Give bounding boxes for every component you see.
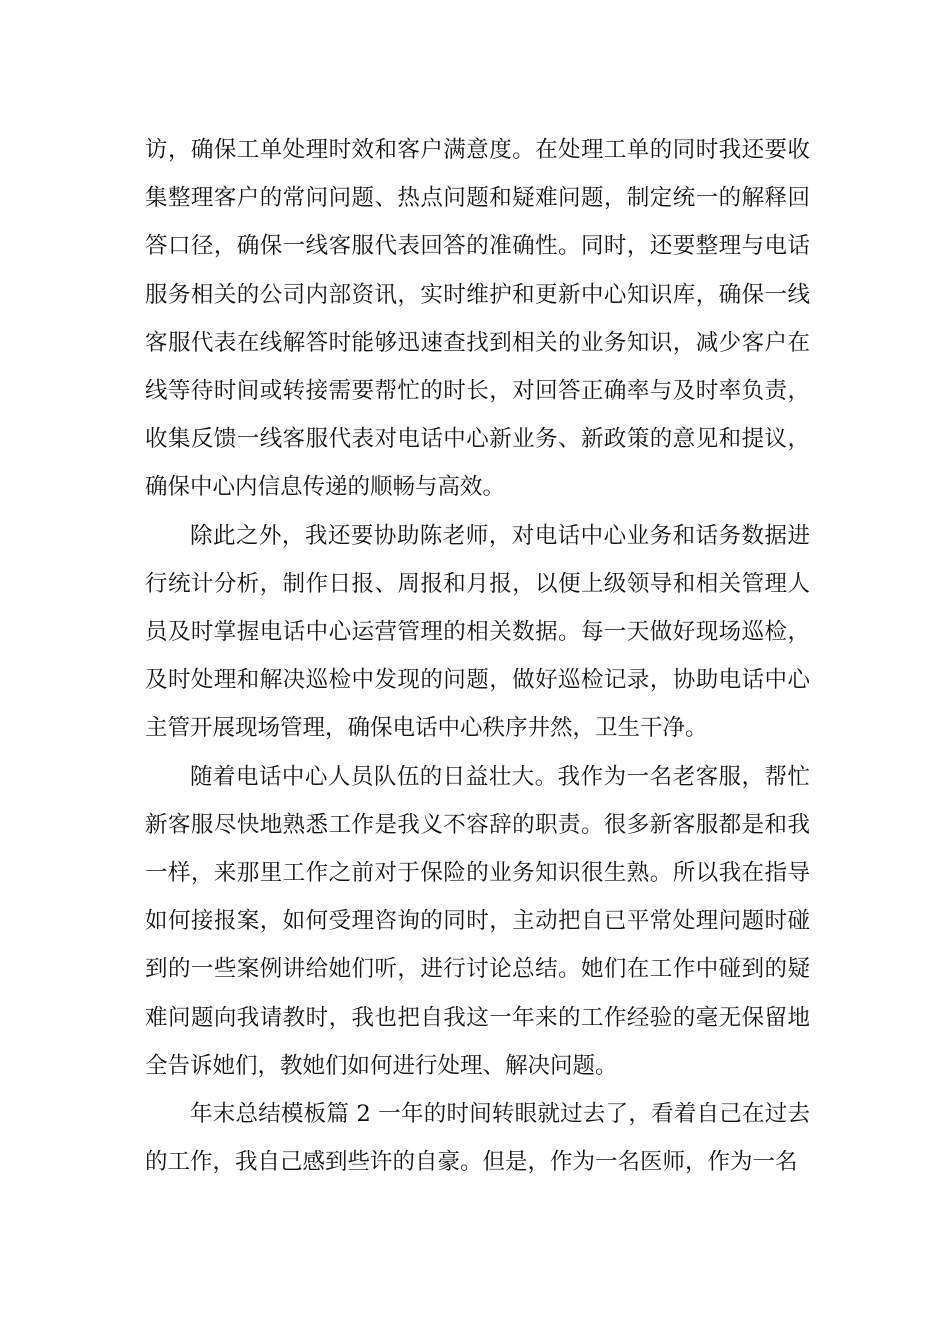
paragraph-statistics: 除此之外，我还要协助陈老师，对电话中心业务和话务数据进行统计分析，制作日报、周报和月报，以便上级领导和相关管理人员及时掌握电话中心运营管理的相关数据。每一天做好现场巡检，及时处理和解决巡检中发现的问题，做好巡检记录，协助电话中心主管开展现场管理，确保电话中心秩序井然，卫生干净。 (145, 522, 810, 742)
paragraph-template-2: 年末总结模板篇 2 一年的时间转眼就过去了，看着自己在过去的工作，我自己感到些许的自豪。但是，作为一名医师，作为一名 (145, 1101, 810, 1176)
document-body (145, 126, 810, 1186)
paragraph-mentoring: 随着电话中心人员队伍的日益壮大。我作为一名老客服，帮忙新客服尽快地熟悉工作是我义不容辞的职责。很多新客服都是和我一样，来那里工作之前对于保险的业务知识很生熟。所以我在指导如何接报案，如何受理咨询的同时，主动把自已平常处理问题时碰到的一些案例讲给她们听，进行讨论总结。她们在工作中碰到的疑难问题向我请教时，我也把自我这一年来的工作经验的毫无保留地全告诉她们，教她们如何进行处理、解决问题。 (145, 763, 810, 1079)
paragraph-continuation: 访，确保工单处理时效和客户满意度。在处理工单的同时我还要收集整理客户的常问问题、热点问题和疑难问题，制定统一的解释回答口径，确保一线客服代表回答的准确性。同时，还要整理与电话服务相关的公司内部资讯，实时维护和更新中心知识库，确保一线客服代表在线解答时能够迅速查找到相关的业务知识，减少客户在线等待时间或转接需要帮忙的时长，对回答正确率与及时率负责，收集反馈一线客服代表对电话中心新业务、新政策的意见和提议，确保中心内信息传递的顺畅与高效。 (145, 137, 810, 501)
